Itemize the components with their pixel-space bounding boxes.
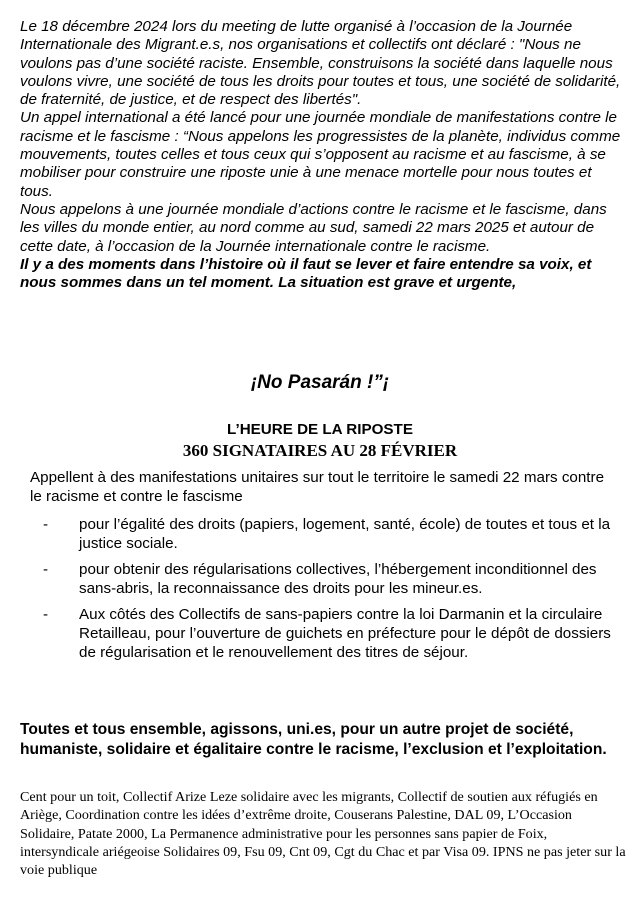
section-title: L’HEURE DE LA RIPOSTE: [227, 421, 413, 438]
dash-bullet: -: [43, 605, 49, 623]
slogan: ¡No Pasarán !”¡: [250, 372, 390, 393]
intro-paragraph: Nous appelons à une journée mondiale d’actions contre le racisme et le fascisme, dans les villes du monde entier, au nord comme au sud, samedi 22 mars 2025 et autour de cette date, à l’occasion de la Journée internationale contre le racisme.: [20, 200, 607, 255]
intro-urgent-paragraph: Il y a des moments dans l’histoire où il faut se lever et faire entendre sa voix, et nous sommes dans un tel moment. La situation est grave et urgente,: [20, 255, 592, 292]
list-item: [30, 560, 620, 599]
dash-bullet: -: [43, 560, 49, 578]
appeal-text: Appellent à des manifestations unitaires sur tout le territoire le samedi 22 mars contre le racisme et contre le fascisme: [30, 469, 605, 506]
intro-text: [20, 18, 626, 292]
list-item: [30, 605, 620, 663]
intro-paragraph: Un appel international a été lancé pour une journée mondiale de manifestations contre le racisme et le fascisme : “Nous appelons les progressistes de la planète, individus comme mouvements, toutes celles et tous ceux qui s’opposent au racisme et au fascisme, à se mobiliser pour construire une riposte unie à une menace mortelle pour nous toutes et tous.: [20, 109, 621, 200]
section-subtitle: 360 SIGNATAIRES AU 28 FÉVRIER: [182, 441, 458, 460]
signatories-list: Cent pour un toit, Collectif Arize Leze solidaire avec les migrants, Collectif de soutien aux réfugiés en Ariège, Coordination contre les idées d’extrême droite, Couserans Palestine, DAL 09, L’Occasion Solidaire, Patate 2000, La Permanence administrative pour les personnes sans papier de Foix, intersyndicale ariégeoise Solidaires 09, Fsu 09, Cnt 09, Cgt du Chac et par Visa 09. IPNS ne pas jeter sur la voie publique: [20, 789, 626, 879]
demands-list: [30, 515, 620, 669]
intro-paragraph: Le 18 décembre 2024 lors du meeting de lutte organisé à l’occasion de la Journée Internationale des Migrant.e.s, nos organisations et collectifs ont déclaré : "Nous ne voulons pas d’une société raciste. Ensemble, construisons la société dans laquelle nous voulons vivre, une société de tous les droits pour toutes et tous, une société de solidarité, de fraternité, de justice, et de respect des libertés".: [20, 18, 621, 109]
dash-bullet: -: [43, 516, 49, 533]
demand-text: Aux côtés des Collectifs de sans-papiers contre la loi Darmanin et la circulaire Retailleau, pour l’ouverture de guichets en préfecture pour le dépôt de dossiers de régularisation et le renouvellement des titres de séjour.: [79, 605, 611, 662]
list-item: [30, 515, 620, 554]
demand-text: pour obtenir des régularisations collectives, l’hébergement inconditionnel des sans-abris, la reconnaissance des droits pour les mineur.es.: [79, 560, 597, 598]
closing-statement: Toutes et tous ensemble, agissons, uni.es, pour un autre projet de société, humaniste, solidaire et égalitaire contre le racisme, l’exclusion et l’exploitation.: [20, 721, 607, 758]
demand-text: pour l’égalité des droits (papiers, logement, santé, école) de toutes et tous et la justice sociale.: [79, 516, 611, 553]
